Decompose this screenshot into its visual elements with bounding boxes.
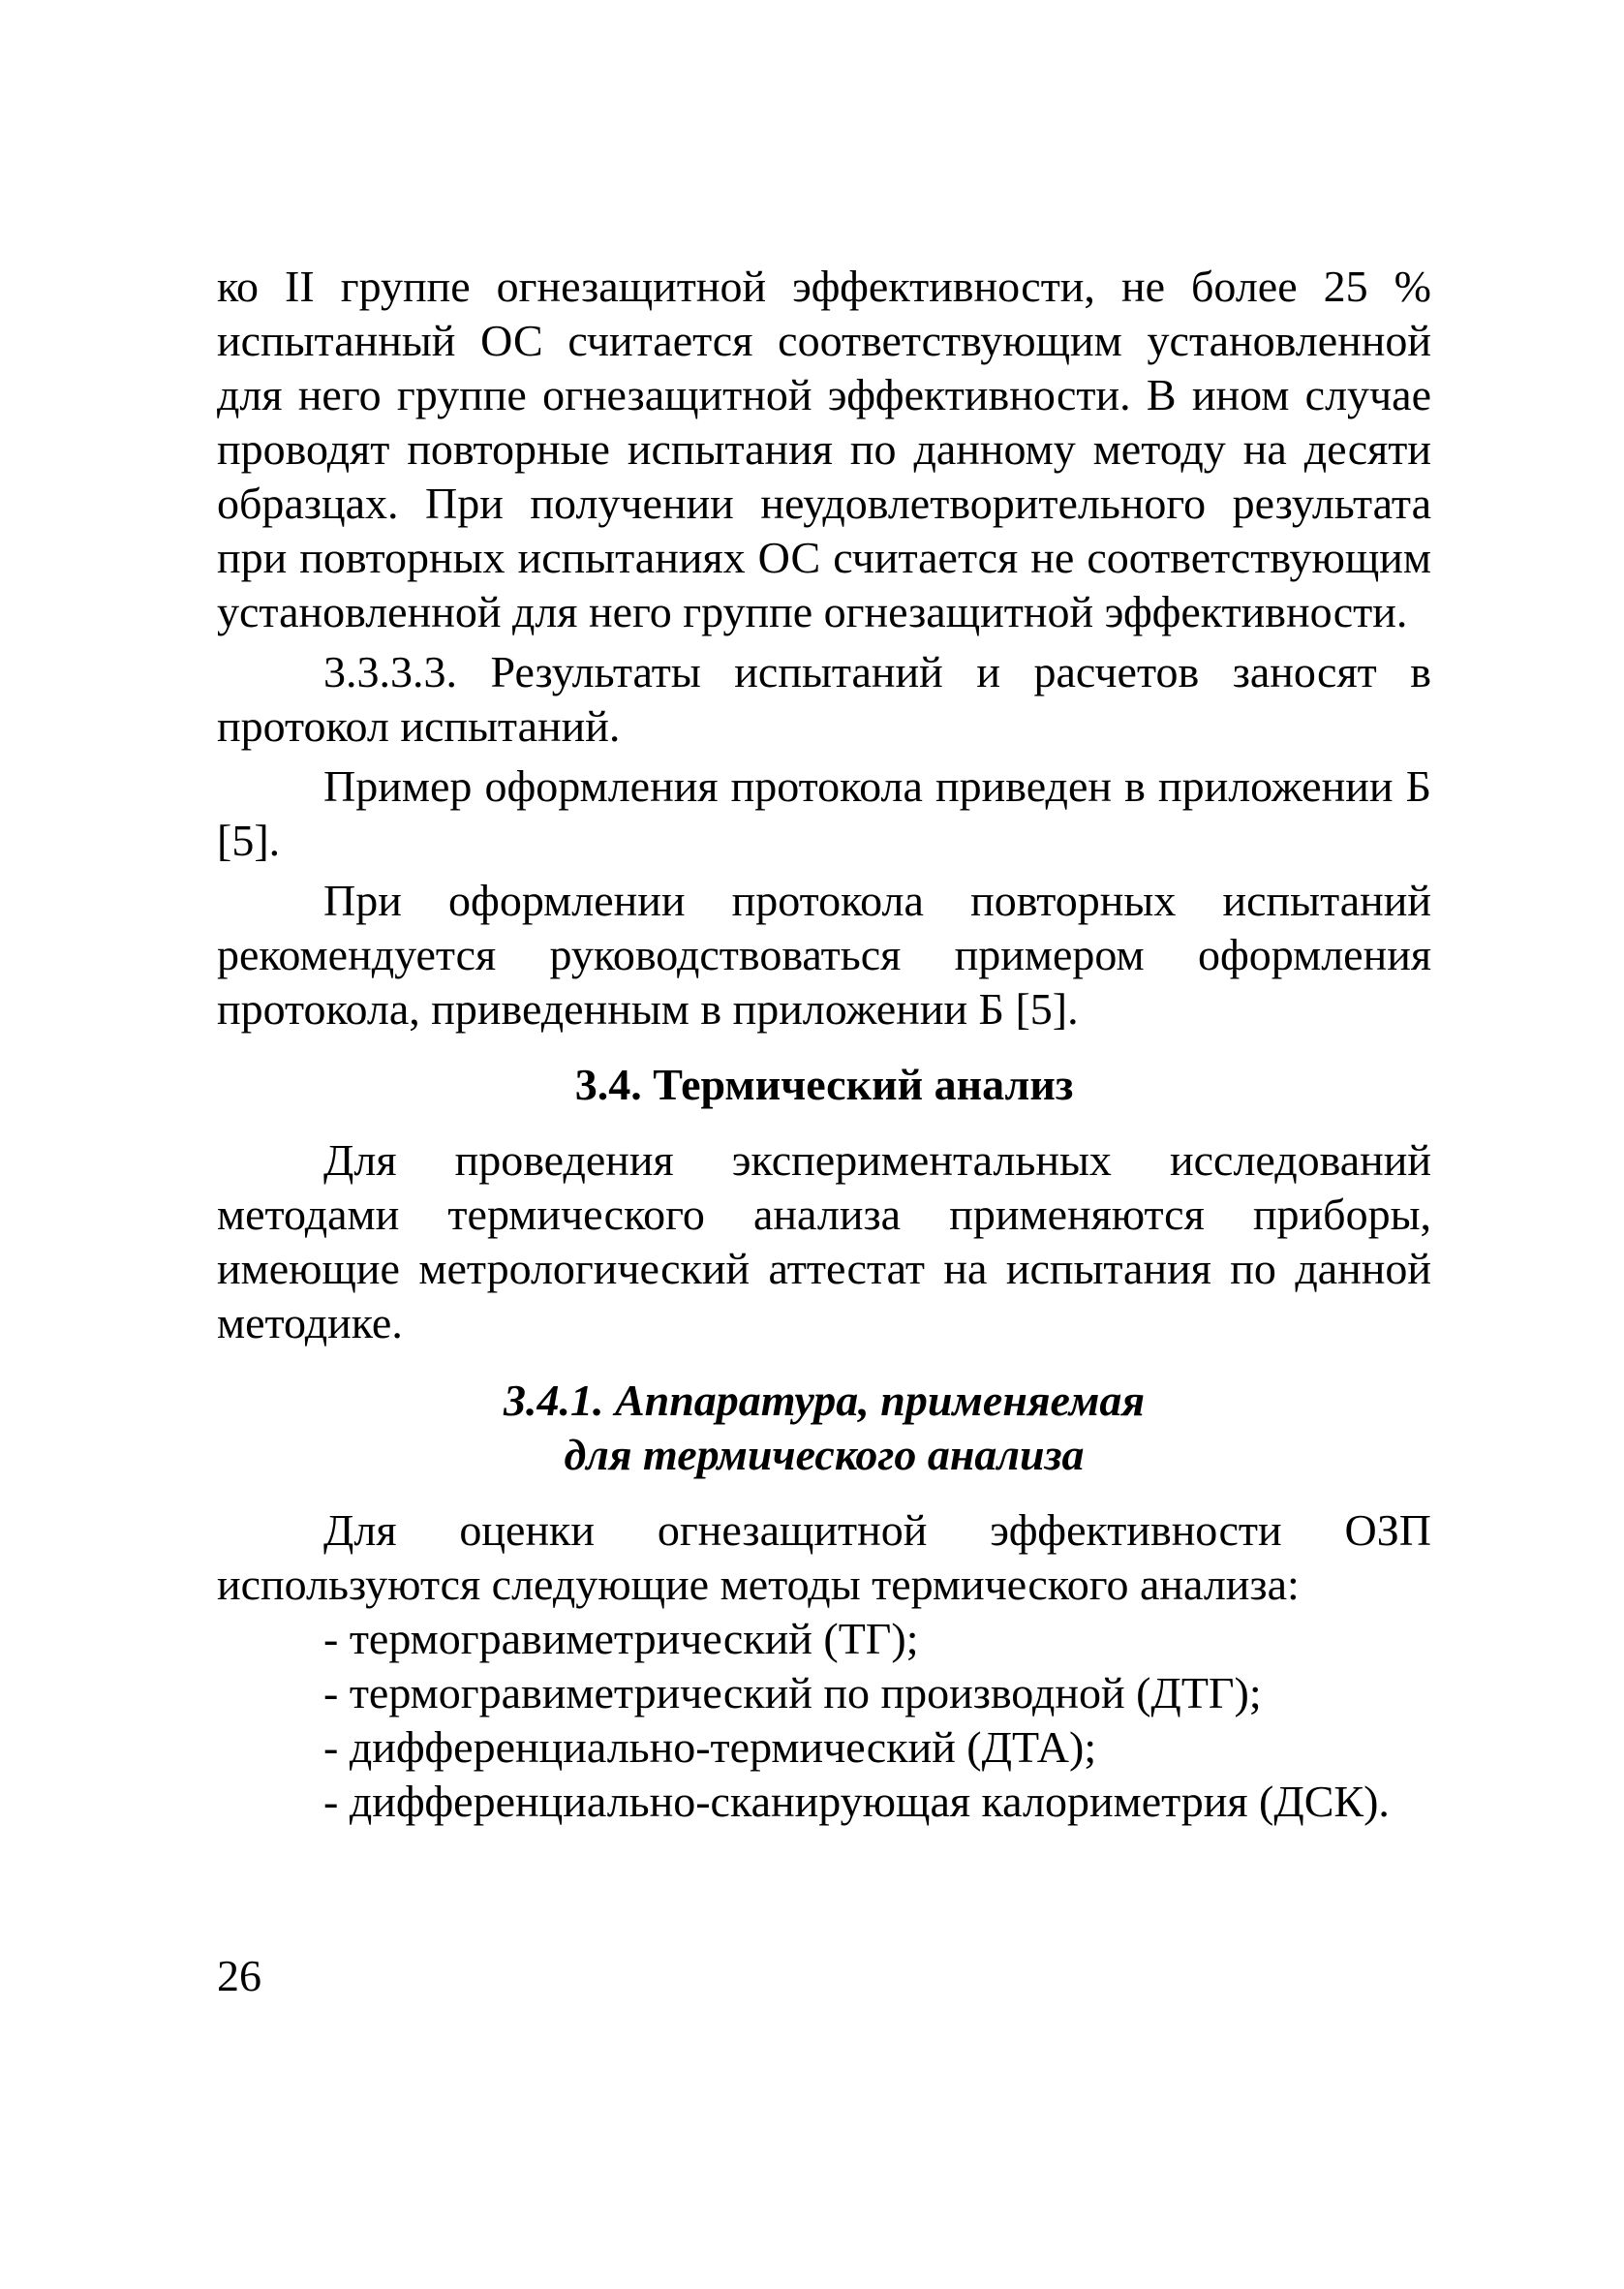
paragraph-thermal-instruments: Для проведения экспериментальных исследований методами термического анализа применяются приборы, имеющие метрологический аттестат на испытания по данной методике. <box>217 1135 1431 1347</box>
paragraph-results-entry: 3.3.3.3. Результаты испытаний и расчетов заносят в протокол испытаний. <box>217 647 1431 751</box>
paragraph-continuation: ко II группе огнезащитной эффективности, не более 25 % испытанный ОС считается соответствующим установленной для него группе огнезащитной эффективности. В ином случае проводят повторные испытания по данному методу на десяти образцах. При получении неудовлетворительного результата при повторных испытаниях ОС считается не соответствующим установленной для него группе огнезащитной эффективности. <box>217 262 1431 636</box>
section-heading: 3.4. Термический анализ <box>574 1060 1074 1109</box>
list-item: - дифференциально-термический (ДТА); <box>323 1722 1097 1772</box>
subsection-heading-line2: для термического анализа <box>564 1430 1085 1479</box>
list-item: - дифференциально-сканирующая калориметрия (ДСК). <box>323 1777 1390 1826</box>
list-item: - термогравиметрический (ТГ); <box>323 1614 919 1663</box>
list-item: - термогравиметрический по производной (ДТГ); <box>323 1668 1262 1717</box>
paragraph-repeat-protocol: При оформлении протокола повторных испытаний рекомендуется руководствоваться примером оформления протокола, приведенным в приложении Б [5]. <box>217 876 1431 1034</box>
paragraph-protocol-example: Пример оформления протокола приведен в приложении Б [5]. <box>217 761 1431 865</box>
page-number: 26 <box>217 1951 261 2000</box>
subsection-heading <box>217 1374 1431 1482</box>
document-page <box>217 260 1431 1829</box>
paragraph-methods-intro: Для оценки огнезащитной эффективности ОЗП используются следующие методы термического анализа: <box>217 1505 1431 1609</box>
subsection-heading-line1: 3.4.1. Аппаратура, применяемая <box>503 1376 1146 1425</box>
methods-list <box>217 1612 1431 1829</box>
